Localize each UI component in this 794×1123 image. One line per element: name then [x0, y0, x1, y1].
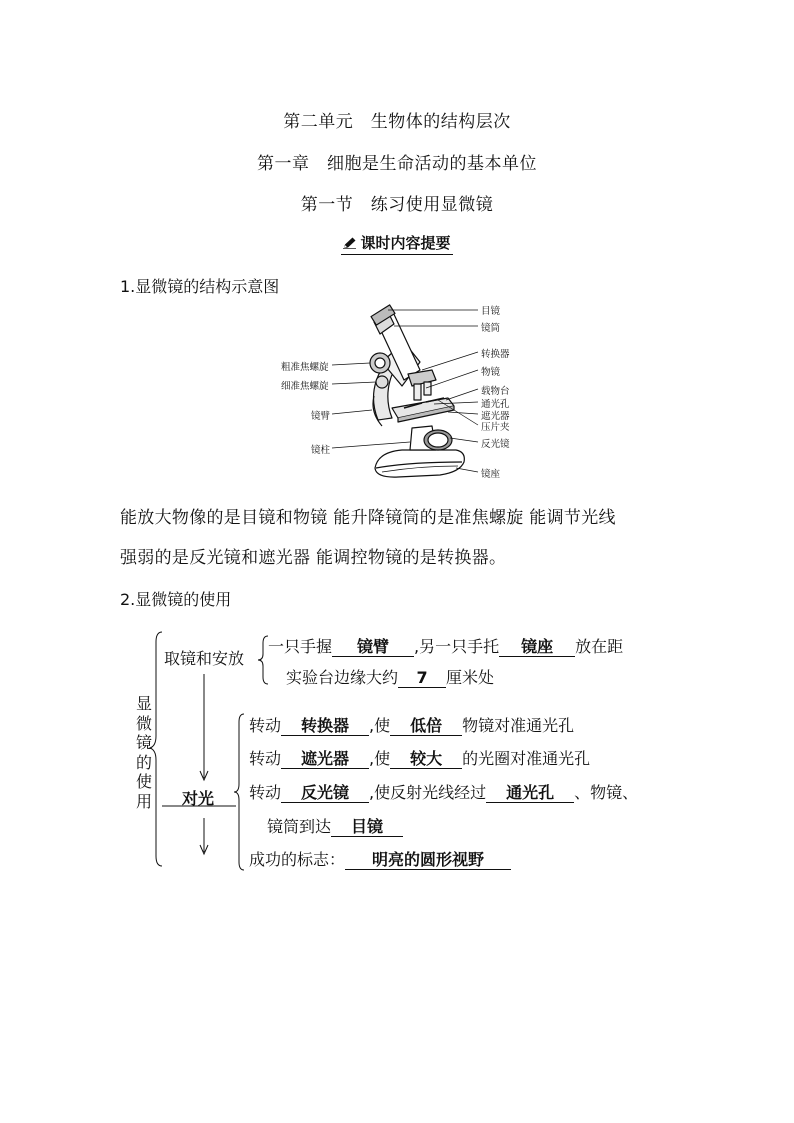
step2-row2-b: ,使	[369, 749, 391, 768]
step2-row5-a: 成功的标志：	[249, 850, 346, 869]
step1-line1	[268, 634, 623, 657]
chapter-title: 第一章 细胞是生命活动的基本单位	[257, 154, 537, 174]
label-tube: 镜筒	[481, 323, 501, 334]
step1-label: 取镜和安放	[164, 649, 245, 668]
step1-line1-b: ,另一只手托	[414, 637, 500, 656]
step2-row2-c: 的光圈对准通光孔	[462, 749, 591, 768]
step2-row3	[249, 780, 638, 803]
blank-larger: 较大	[390, 749, 462, 769]
step1-line2	[286, 665, 494, 688]
part1-paragraph-line2: 强弱的是反光镜和遮光器 能调控物镜的是转换器。	[120, 548, 507, 568]
step2-row1	[249, 713, 574, 736]
step2-row4	[267, 814, 403, 837]
blank-eyepiece: 目镜	[331, 817, 403, 837]
label-nosepiece: 转换器	[481, 349, 510, 360]
label-mirror: 反光镜	[481, 439, 510, 450]
step2-row1-a: 转动	[249, 716, 282, 735]
blank-success-sign: 明亮的圆形视野	[345, 850, 511, 870]
label-stage: 载物台	[481, 386, 510, 397]
blank-mirror: 反光镜	[281, 783, 369, 803]
step2-row5	[249, 847, 511, 870]
label-pillar: 镜柱	[311, 445, 331, 456]
step2-row1-c: 物镜对准通光孔	[462, 716, 575, 735]
label-eyepiece: 目镜	[481, 306, 501, 317]
label-objective: 物镜	[481, 367, 501, 378]
part2-heading: 2.显微镜的使用	[120, 590, 232, 609]
vertical-label-microscope-use: 显微镜的使用	[135, 694, 152, 811]
label-fine-focus: 细准焦螺旋	[281, 381, 329, 392]
label-coarse-focus: 粗准焦螺旋	[281, 362, 329, 373]
label-base: 镜座	[481, 469, 501, 480]
step2-row3-b: ,使反射光线经过	[369, 783, 487, 802]
blank-arm: 镜臂	[332, 637, 414, 657]
step1-line1-a: 一只手握	[268, 637, 333, 656]
step2-row1-b: ,使	[369, 716, 391, 735]
step1-line2-b: 厘米处	[446, 668, 495, 687]
step2-row3-c: 、物镜、	[574, 783, 639, 802]
blank-nosepiece: 转换器	[281, 716, 369, 736]
step2-row2	[249, 746, 590, 769]
part1-heading: 1.显微镜的结构示意图	[120, 277, 280, 296]
section-title: 第一节 练习使用显微镜	[300, 195, 494, 215]
step1-line1-c: 放在距	[575, 637, 624, 656]
label-arm: 镜臂	[311, 411, 331, 422]
blank-base: 镜座	[499, 637, 575, 657]
label-diaphragm: 遮光器	[481, 411, 510, 422]
step2-row3-a: 转动	[249, 783, 282, 802]
unit-title: 第二单元 生物体的结构层次	[283, 112, 511, 132]
lesson-tag-text: 课时内容提要	[360, 234, 451, 252]
blank-aperture: 通光孔	[486, 783, 574, 803]
blank-distance: 7	[398, 668, 446, 688]
part1-paragraph-line1: 能放大物像的是目镜和物镜 能升降镜筒的是准焦螺旋 能调节光线	[120, 508, 616, 528]
label-clip: 压片夹	[481, 422, 510, 433]
pencil-icon	[343, 237, 357, 249]
lesson-tag	[0, 232, 794, 255]
step2-brace	[232, 712, 246, 872]
step1-line2-a: 实验台边缘大约	[286, 668, 399, 687]
label-aperture: 通光孔	[481, 399, 510, 410]
step2-row4-a: 镜筒到达	[267, 817, 332, 836]
blank-low-power: 低倍	[390, 716, 462, 736]
blank-diaphragm: 遮光器	[281, 749, 369, 769]
step2-label: 对光	[182, 789, 215, 808]
step2-row2-a: 转动	[249, 749, 282, 768]
